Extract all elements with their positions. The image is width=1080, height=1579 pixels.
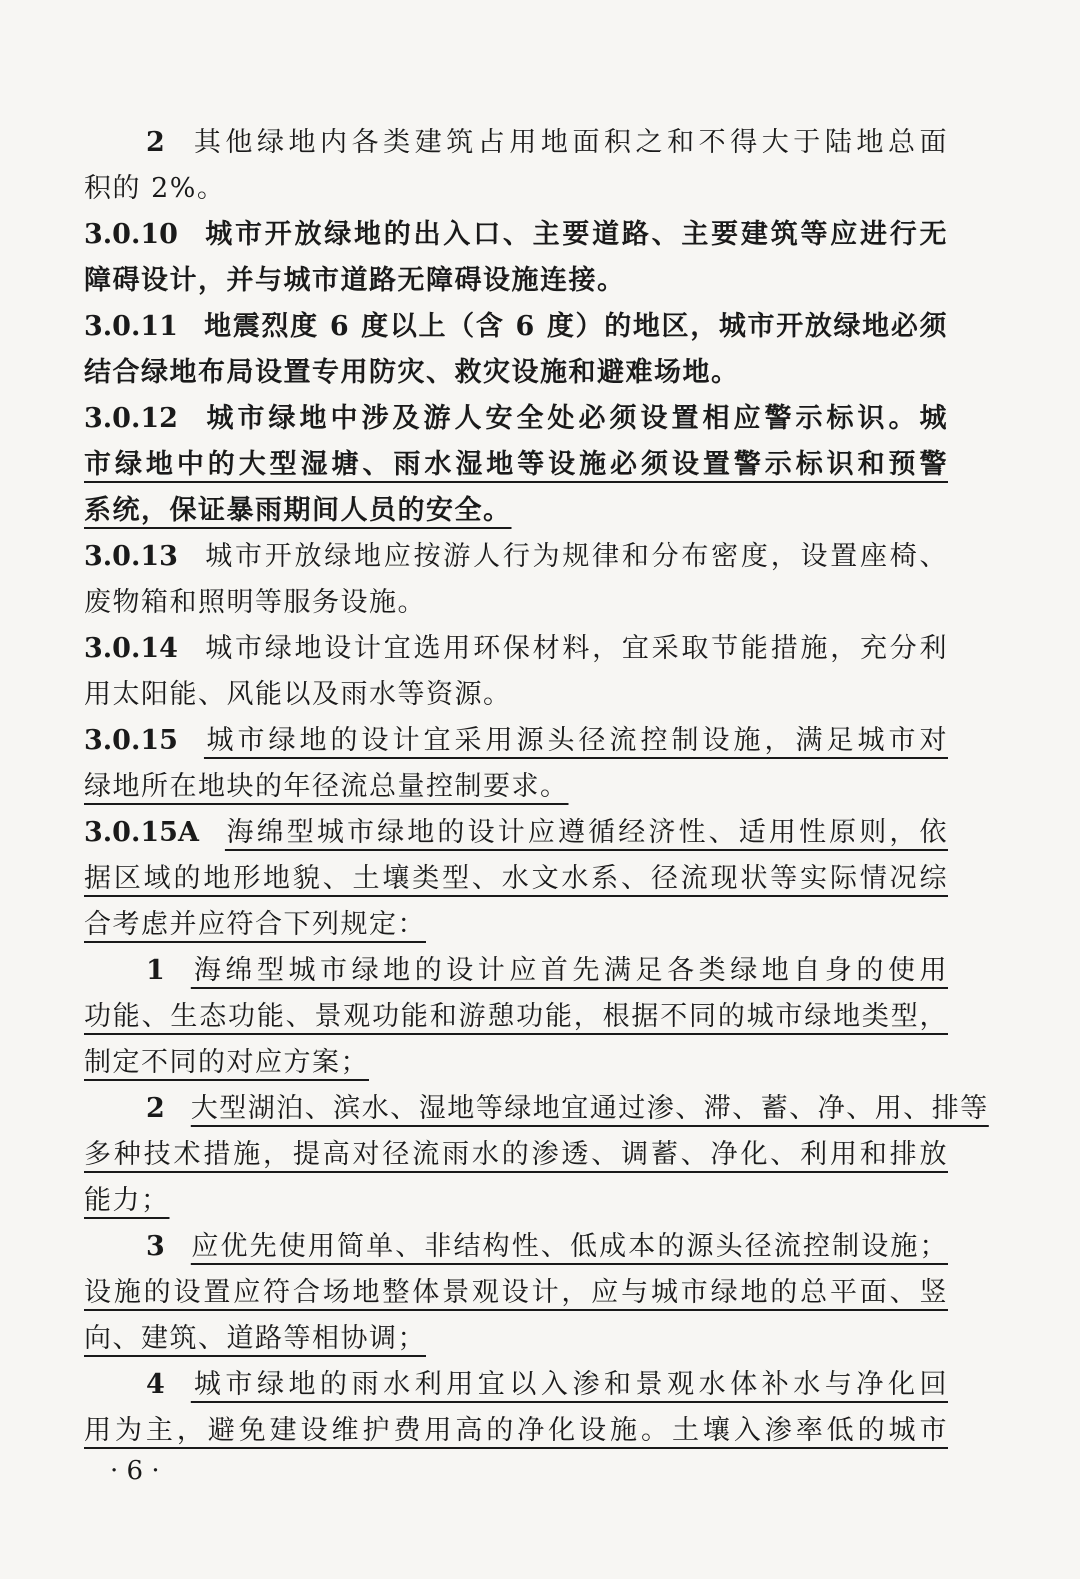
clause-text: 能力；: [84, 1185, 170, 1216]
clause-text: 市绿地中的大型湿塘、雨水湿地等设施必须设置警示标识和预警: [84, 449, 948, 480]
text-line: [84, 1224, 948, 1270]
clause-text: 结合绿地布局设置专用防灾、救灾设施和避难场地。: [84, 357, 740, 388]
clause-number: 3.0.11: [84, 311, 178, 342]
text-line: [84, 350, 948, 396]
clause-text: 城市开放绿地的出入口、主要道路、主要建筑等应进行无: [203, 219, 948, 250]
text-line: [84, 580, 948, 626]
clause-text: 绿地所在地块的年径流总量控制要求。: [84, 771, 569, 802]
clause-text: 其他绿地内各类建筑占用地面积之和不得大于陆地总面: [190, 127, 948, 158]
clause-text: 废物箱和照明等服务设施。: [84, 587, 426, 618]
clause-text: 合考虑并应符合下列规定：: [84, 909, 426, 940]
clause-text: 多种技术措施，提高对径流雨水的渗透、调蓄、净化、利用和排放: [84, 1139, 948, 1170]
text-line: [84, 534, 948, 580]
clause-number: 2: [146, 1093, 165, 1124]
text-line: [84, 1132, 948, 1178]
text-line: [84, 810, 948, 856]
text-line: [84, 1316, 948, 1362]
clause-text: 城市绿地设计宜选用环保材料，宜采取节能措施，充分利: [203, 633, 948, 664]
clause-text: 用为主，避免建设维护费用高的净化设施。土壤入渗率低的城市: [84, 1415, 948, 1446]
clause-text: 设施的设置应符合场地整体景观设计，应与城市绿地的总平面、竖: [84, 1277, 948, 1308]
clause-number: 3.0.15: [84, 725, 178, 756]
page-number: · 6 ·: [110, 1456, 160, 1486]
text-line: [84, 1086, 989, 1132]
clause-number: 3: [146, 1231, 165, 1262]
clause-text: 功能、生态功能、景观功能和游憩功能，根据不同的城市绿地类型，: [84, 1001, 948, 1032]
clause-text: 城市开放绿地应按游人行为规律和分布密度，设置座椅、: [203, 541, 948, 572]
text-line: [84, 1040, 948, 1086]
clause-text: 海绵型城市绿地的设计应首先满足各类绿地自身的使用: [190, 955, 948, 986]
text-line: [84, 672, 948, 718]
clause-number: 3.0.10: [84, 219, 178, 250]
text-line: [84, 856, 948, 902]
clause-number: 3.0.12: [84, 403, 178, 434]
clause-text: 地震烈度 6 度以上（含 6 度）的地区，城市开放绿地必须: [203, 311, 948, 342]
clause-text: 海绵型城市绿地的设计应遵循经济性、适用性原则，依: [224, 817, 948, 848]
clause-text: 障碍设计，并与城市道路无障碍设施连接。: [84, 265, 626, 296]
text-line: [84, 626, 948, 672]
text-line: [84, 1178, 948, 1224]
text-line: [84, 396, 948, 442]
text-line: [84, 442, 948, 488]
text-line: [84, 1270, 948, 1316]
clause-text: 制定不同的对应方案；: [84, 1047, 369, 1078]
clause-text: 据区域的地形地貌、土壤类型、水文水系、径流现状等实际情况综: [84, 863, 948, 894]
clause-text: 用太阳能、风能以及雨水等资源。: [84, 679, 512, 710]
clause-number: 1: [146, 955, 165, 986]
clause-text: 向、建筑、道路等相协调；: [84, 1323, 426, 1354]
text-line: [84, 1362, 948, 1408]
text-line: [84, 258, 948, 304]
clause-text: 大型湖泊、滨水、湿地等绿地宜通过渗、滞、蓄、净、用、排等: [190, 1093, 989, 1124]
clause-text: 积的 2%。: [84, 173, 226, 204]
text-line: [84, 718, 948, 764]
text-line: [84, 1408, 948, 1454]
text-line: [84, 166, 948, 212]
clause-number: 3.0.14: [84, 633, 178, 664]
clause-number: 2: [146, 127, 165, 158]
clause-text: 城市绿地的雨水利用宜以入渗和景观水体补水与净化回: [190, 1369, 948, 1400]
document-body: [84, 120, 989, 1454]
text-line: [84, 304, 948, 350]
text-line: [84, 488, 948, 534]
text-line: [84, 120, 948, 166]
text-line: [84, 948, 948, 994]
text-line: [84, 902, 948, 948]
clause-text: 系统，保证暴雨期间人员的安全。: [84, 495, 512, 526]
clause-number: 3.0.15A: [84, 817, 199, 848]
clause-text: 应优先使用简单、非结构性、低成本的源头径流控制设施；: [190, 1231, 948, 1262]
clause-number: 3.0.13: [84, 541, 178, 572]
text-line: [84, 212, 948, 258]
text-line: [84, 764, 948, 810]
clause-text: 城市绿地中涉及游人安全处必须设置相应警示标识。城: [203, 403, 948, 434]
clause-number: 4: [146, 1369, 165, 1400]
text-line: [84, 994, 948, 1040]
clause-text: 城市绿地的设计宜采用源头径流控制设施，满足城市对: [203, 725, 948, 756]
